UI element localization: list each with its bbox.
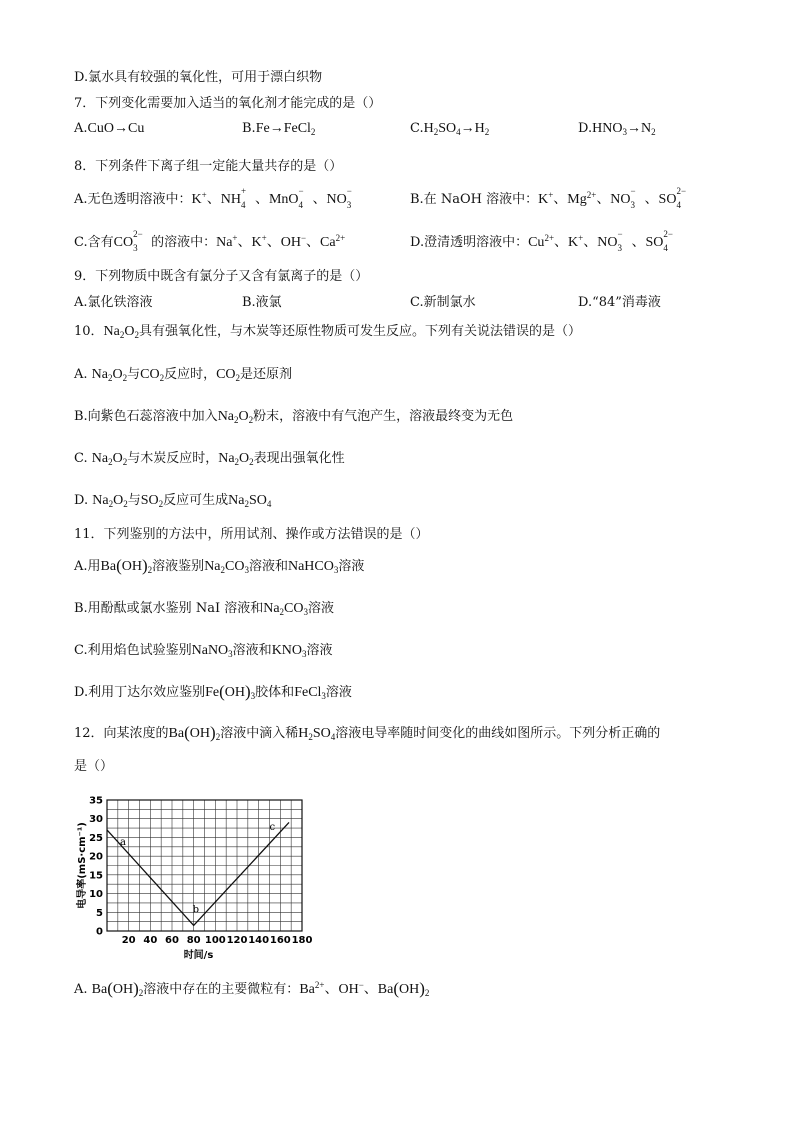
q9-option-a: A.氯化铁溶液 xyxy=(74,295,153,310)
chart-grid xyxy=(107,800,302,931)
q7-option-d: $D.HNO_3\to N_2$ xyxy=(578,121,656,137)
x-tick-label: 20 xyxy=(121,935,136,946)
q8-option-d: D.澄清透明溶液中：$Cu^{2+}$、K+、NO − 3 、SO 2− 4 xyxy=(410,228,673,253)
y-tick-label: 0 xyxy=(96,926,103,938)
chart-ticks xyxy=(89,796,312,947)
x-tick-label: 140 xyxy=(248,935,270,946)
x-tick-label: 40 xyxy=(143,935,158,946)
q12-option-a: A. $Ba(OH)_2$溶液中存在的主要微粒有：$Ba^{2+}$、OH−、$Ba(OH)_2$ xyxy=(74,979,430,998)
q8-option-b: B.在 NaOH 溶液中：K+、$Mg^{2+}$、NO − 3 、SO 2− 4 xyxy=(410,185,687,210)
q8-stem: 8．下列条件下离子组一定能大量共存的是（） xyxy=(74,159,343,174)
chart-y-label: 电导率(mS·cm⁻¹) xyxy=(77,822,88,909)
q9-option-b: B.液氯 xyxy=(242,295,282,310)
x-tick-label: 60 xyxy=(165,935,179,946)
y-tick-label: 25 xyxy=(89,832,103,844)
q7-option-b: B.Fe→FeCl$_2$ xyxy=(242,121,316,137)
y-tick-label: 5 xyxy=(96,907,103,919)
chart-annotations xyxy=(120,822,276,915)
x-tick-label: 100 xyxy=(204,935,226,946)
q9-option-c: C.新制氯水 xyxy=(410,295,476,310)
q10-option-b: B.向紫色石蕊溶液中加入$Na_2O_2$粉末，溶液中有气泡产生，溶液最终变为无色 xyxy=(74,409,514,425)
q9-stem: 9．下列物质中既含有氯分子又含有氯离子的是（） xyxy=(74,269,369,284)
x-tick-label: 180 xyxy=(291,935,313,946)
q10-option-a: A. $Na_2O_2$与$CO_2$反应时，$CO_2$是还原剂 xyxy=(74,367,293,383)
q11-option-b: B.用酚酞或氯水鉴别 NaI 溶液和$Na_2CO_3$溶液 xyxy=(74,601,335,617)
q6-option-d: D.氯水具有较强的氧化性，可用于漂白织物 xyxy=(74,70,323,85)
q11-stem: 11．下列鉴别的方法中，所用试剂、操作或方法错误的是（） xyxy=(74,527,429,542)
q9-option-d: D.“84”消毒液 xyxy=(578,295,661,310)
q11-option-c: C.利用焰色试验鉴别NaNO$_3$溶液和$KNO_3$溶液 xyxy=(74,643,333,659)
q10-option-d: D. $Na_2O_2$与$SO_2$反应可生成$Na_2SO_4$ xyxy=(74,493,272,509)
q12-stem-line2: 是（） xyxy=(74,759,114,774)
y-tick-label: 20 xyxy=(89,851,103,863)
y-tick-label: 15 xyxy=(89,870,103,882)
q10-stem: 10．$Na_2O_2$具有强氧化性，与木炭等还原性物质可发生反应。下列有关说法错误的是（） xyxy=(74,324,582,340)
q8-option-c: C.含有CO 2− 3 的溶液中：Na+、K+、OH−、$Ca^{2+}$ xyxy=(74,228,346,253)
x-tick-label: 160 xyxy=(269,935,291,946)
x-tick-label: 80 xyxy=(186,935,201,946)
q7-stem: 7．下列变化需要加入适当的氧化剂才能完成的是（） xyxy=(74,96,382,111)
y-tick-label: 35 xyxy=(89,795,103,807)
point-label-b: b xyxy=(192,904,199,916)
conductivity-chart xyxy=(74,778,324,963)
q12-stem: 12．向某浓度的$Ba(OH)_2$溶液中滴入稀$H_2SO_4$溶液电导率随时间变化的曲线如图所示。下列分析正确的 xyxy=(74,723,661,742)
q10-option-c: C. $Na_2O_2$与木炭反应时，$Na_2O_2$表现出强氧化性 xyxy=(74,451,345,467)
y-tick-label: 10 xyxy=(89,889,103,901)
chart-x-label: 时间/s xyxy=(183,950,214,961)
q11-option-d: D.利用丁达尔效应鉴别$Fe(OH)_3$胶体和FeCl$_3$溶液 xyxy=(74,682,352,701)
point-label-a: a xyxy=(120,836,126,848)
point-label-c: c xyxy=(269,821,276,833)
y-tick-label: 30 xyxy=(89,814,103,826)
q7-option-a: A.CuO→Cu xyxy=(74,121,145,136)
q7-option-c: $C.H_2SO_4\to H_2$ xyxy=(410,121,490,137)
q8-option-a: A.无色透明溶液中：K+、NH + 4 、MnO − 4 、NO − 3 xyxy=(74,185,352,210)
x-tick-label: 120 xyxy=(226,935,248,946)
q11-option-a: A.用$Ba(OH)_2$溶液鉴别$Na_2CO_3$溶液和NaHCO$_3$溶液 xyxy=(74,556,365,575)
